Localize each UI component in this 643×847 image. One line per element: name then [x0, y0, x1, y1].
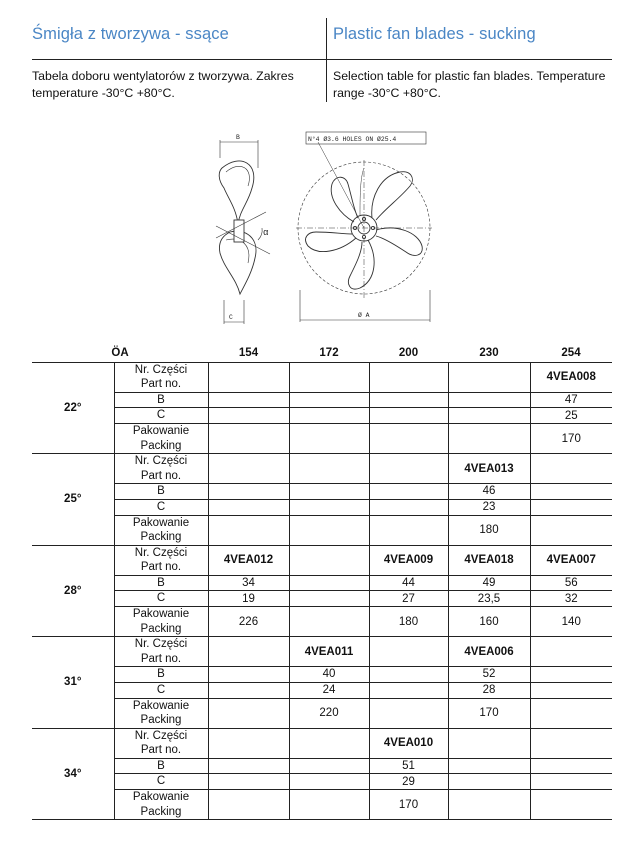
- dimension-b-cell: 44: [369, 575, 448, 591]
- pack-en: Packing: [140, 714, 182, 726]
- blade-angle: 22°: [32, 362, 114, 454]
- packing-label: [114, 515, 208, 545]
- dimension-c-cell: [208, 408, 289, 424]
- dimension-c-cell: 28: [448, 682, 530, 698]
- packing-cell: 180: [448, 515, 530, 545]
- part-number-cell: 4VEA018: [448, 545, 530, 575]
- part-number-cell: [289, 728, 369, 758]
- table-row: [32, 454, 612, 484]
- dimension-b-cell: [289, 758, 369, 774]
- dimension-c-cell: 23,5: [448, 591, 530, 607]
- header-polish: [32, 18, 324, 102]
- packing-label: [114, 607, 208, 637]
- table-row: [32, 728, 612, 758]
- label-alpha: α: [263, 228, 269, 238]
- packing-cell: 160: [448, 607, 530, 637]
- part-en: Part no.: [140, 378, 182, 390]
- dimension-b-cell: [208, 392, 289, 408]
- table-row: [32, 758, 612, 774]
- pack-pl: Pakowanie: [132, 516, 190, 529]
- dimension-b-cell: [208, 667, 289, 683]
- packing-cell: [530, 515, 612, 545]
- front-view: [296, 132, 432, 322]
- part-number-cell: 4VEA013: [448, 454, 530, 484]
- title-english: Plastic fan blades - sucking: [333, 25, 536, 43]
- dimension-c-label: C: [114, 774, 208, 790]
- part-number-cell: [289, 545, 369, 575]
- dimension-b-label: B: [114, 667, 208, 683]
- dimension-c-cell: [208, 682, 289, 698]
- packing-cell: 170: [530, 424, 612, 454]
- part-pl: Nr. Części: [134, 729, 188, 742]
- dimension-b-label: B: [114, 758, 208, 774]
- dimension-b-cell: [448, 392, 530, 408]
- part-number-cell: [530, 728, 612, 758]
- part-number-cell: [530, 637, 612, 667]
- table-row: [32, 499, 612, 515]
- table-row: [32, 667, 612, 683]
- dimension-c-label: C: [114, 682, 208, 698]
- part-number-cell: [448, 728, 530, 758]
- packing-cell: [208, 515, 289, 545]
- dimension-c-cell: [530, 499, 612, 515]
- packing-cell: 170: [369, 790, 448, 820]
- dimension-b-label: B: [114, 392, 208, 408]
- packing-cell: 220: [289, 698, 369, 728]
- dimension-b-cell: 56: [530, 575, 612, 591]
- part-pl: Nr. Części: [134, 546, 188, 559]
- packing-cell: [208, 698, 289, 728]
- packing-cell: [369, 698, 448, 728]
- header-col-200: 200: [369, 345, 448, 362]
- table-row: [32, 790, 612, 820]
- part-number-cell: 4VEA011: [289, 637, 369, 667]
- dimension-b-cell: 40: [289, 667, 369, 683]
- part-number-label: [114, 454, 208, 484]
- packing-cell: [289, 424, 369, 454]
- packing-cell: [448, 424, 530, 454]
- table-row: [32, 408, 612, 424]
- dimension-b-label: B: [114, 484, 208, 500]
- packing-cell: 180: [369, 607, 448, 637]
- pack-pl: Pakowanie: [132, 425, 190, 437]
- header-col-154: 154: [208, 345, 289, 362]
- header-col-254: 254: [530, 345, 612, 362]
- label-diameter: Ø A: [358, 312, 370, 319]
- dimension-b-cell: [369, 667, 448, 683]
- dimension-c-cell: [530, 682, 612, 698]
- table-row: [32, 637, 612, 667]
- dimension-c-cell: [448, 774, 530, 790]
- part-number-cell: [369, 637, 448, 667]
- dimension-c-cell: [530, 774, 612, 790]
- blade-angle: 28°: [32, 545, 114, 637]
- dimension-c-cell: [369, 499, 448, 515]
- table-row: [32, 607, 612, 637]
- header-col-230: 230: [448, 345, 530, 362]
- part-number-label: [114, 637, 208, 667]
- selection-table: [32, 345, 612, 820]
- dimension-c-cell: 19: [208, 591, 289, 607]
- part-number-cell: [289, 362, 369, 392]
- dimension-b-cell: 51: [369, 758, 448, 774]
- dimension-b-cell: 49: [448, 575, 530, 591]
- part-pl: Nr. Części: [134, 455, 188, 467]
- blade-angle: 25°: [32, 454, 114, 546]
- dimension-c-cell: 27: [369, 591, 448, 607]
- table-row: [32, 774, 612, 790]
- dimension-c-cell: 24: [289, 682, 369, 698]
- table-row: [32, 424, 612, 454]
- packing-cell: 140: [530, 607, 612, 637]
- part-number-cell: [208, 728, 289, 758]
- dimension-b-cell: [369, 392, 448, 408]
- blade-angle: 31°: [32, 637, 114, 729]
- dimension-b-cell: [530, 667, 612, 683]
- dimension-b-cell: [530, 484, 612, 500]
- part-number-cell: 4VEA009: [369, 545, 448, 575]
- dimension-b-cell: 52: [448, 667, 530, 683]
- table-row: [32, 484, 612, 500]
- part-number-cell: [369, 362, 448, 392]
- dimension-c-cell: 23: [448, 499, 530, 515]
- part-number-cell: [289, 454, 369, 484]
- part-en: Part no.: [140, 469, 182, 482]
- table-row: [32, 545, 612, 575]
- part-number-cell: 4VEA007: [530, 545, 612, 575]
- dimension-b-cell: [208, 758, 289, 774]
- part-en: Part no.: [140, 561, 182, 573]
- dimension-c-cell: 32: [530, 591, 612, 607]
- dimension-c-cell: 29: [369, 774, 448, 790]
- page-header: [32, 18, 612, 102]
- table-row: [32, 392, 612, 408]
- pack-en: Packing: [140, 439, 182, 452]
- dimension-b-cell: 34: [208, 575, 289, 591]
- dimension-c-cell: [369, 408, 448, 424]
- part-number-label: [114, 362, 208, 392]
- description-english: Selection table for plastic fan blades. Temperature range -30°C +80°C.: [333, 69, 606, 100]
- table-row: [32, 591, 612, 607]
- dimension-b-cell: [448, 758, 530, 774]
- packing-label: [114, 790, 208, 820]
- dimension-b-cell: 47: [530, 392, 612, 408]
- header-col-172: 172: [289, 345, 369, 362]
- dimension-c-cell: [289, 408, 369, 424]
- dimension-b-cell: [530, 758, 612, 774]
- header-diameter-label: ÖA: [32, 345, 208, 362]
- part-number-cell: 4VEA006: [448, 637, 530, 667]
- dimension-c-cell: [448, 408, 530, 424]
- packing-label: [114, 698, 208, 728]
- packing-cell: [530, 790, 612, 820]
- dimension-b-cell: 46: [448, 484, 530, 500]
- dimension-b-cell: [369, 484, 448, 500]
- packing-label: [114, 424, 208, 454]
- part-en: Part no.: [140, 744, 182, 756]
- dimension-c-cell: [289, 591, 369, 607]
- part-number-cell: [369, 454, 448, 484]
- packing-cell: 226: [208, 607, 289, 637]
- dimension-c-cell: [369, 682, 448, 698]
- packing-cell: [369, 515, 448, 545]
- dimension-c-label: C: [114, 408, 208, 424]
- dimension-b-cell: [289, 575, 369, 591]
- packing-cell: [208, 424, 289, 454]
- part-number-cell: [530, 454, 612, 484]
- part-number-cell: [208, 362, 289, 392]
- description-polish: Tabela doboru wentylatorów z tworzywa. Zakres temperature -30°C +80°C.: [32, 69, 294, 100]
- part-number-cell: 4VEA010: [369, 728, 448, 758]
- dimension-b-cell: [289, 484, 369, 500]
- part-pl: Nr. Części: [134, 363, 188, 376]
- part-number-label: [114, 545, 208, 575]
- table-row: [32, 575, 612, 591]
- part-en: Part no.: [140, 652, 182, 665]
- table-row: [32, 362, 612, 392]
- part-number-cell: 4VEA008: [530, 362, 612, 392]
- pack-pl: Pakowanie: [132, 699, 190, 712]
- dimension-c-cell: [208, 774, 289, 790]
- dimension-b-label: B: [114, 575, 208, 591]
- part-number-label: [114, 728, 208, 758]
- part-number-cell: 4VEA012: [208, 545, 289, 575]
- table-row: [32, 698, 612, 728]
- pack-en: Packing: [140, 622, 182, 635]
- header-divider: [32, 59, 612, 60]
- packing-cell: 170: [448, 698, 530, 728]
- pack-pl: Pakowanie: [132, 608, 190, 620]
- table-row: [32, 682, 612, 698]
- packing-cell: [530, 698, 612, 728]
- label-b: B: [236, 134, 240, 141]
- fan-blade-drawing: [200, 128, 440, 328]
- title-polish: Śmigła z tworzywa - ssące: [32, 25, 229, 43]
- pack-en: Packing: [140, 805, 182, 818]
- dimension-c-label: C: [114, 499, 208, 515]
- pack-pl: Pakowanie: [132, 791, 190, 803]
- pack-en: Packing: [140, 531, 182, 543]
- packing-cell: [289, 515, 369, 545]
- table-row: [32, 515, 612, 545]
- packing-cell: [448, 790, 530, 820]
- dimension-c-label: C: [114, 591, 208, 607]
- packing-cell: [369, 424, 448, 454]
- dimension-b-cell: [208, 484, 289, 500]
- label-c: C: [229, 314, 233, 321]
- dimension-c-cell: [208, 499, 289, 515]
- part-number-cell: [208, 454, 289, 484]
- packing-cell: [208, 790, 289, 820]
- packing-cell: [289, 607, 369, 637]
- header-english: [326, 18, 616, 102]
- dimension-c-cell: [289, 499, 369, 515]
- dimension-c-cell: 25: [530, 408, 612, 424]
- packing-cell: [289, 790, 369, 820]
- part-pl: Nr. Części: [134, 638, 188, 650]
- dimension-b-cell: [289, 392, 369, 408]
- part-number-cell: [448, 362, 530, 392]
- table-header-row: [32, 345, 612, 362]
- side-view: [216, 140, 270, 324]
- holes-label: N°4 Ø3.6 HOLES ON Ø25.4: [308, 136, 397, 143]
- dimension-c-cell: [289, 774, 369, 790]
- part-number-cell: [208, 637, 289, 667]
- blade-angle: 34°: [32, 728, 114, 820]
